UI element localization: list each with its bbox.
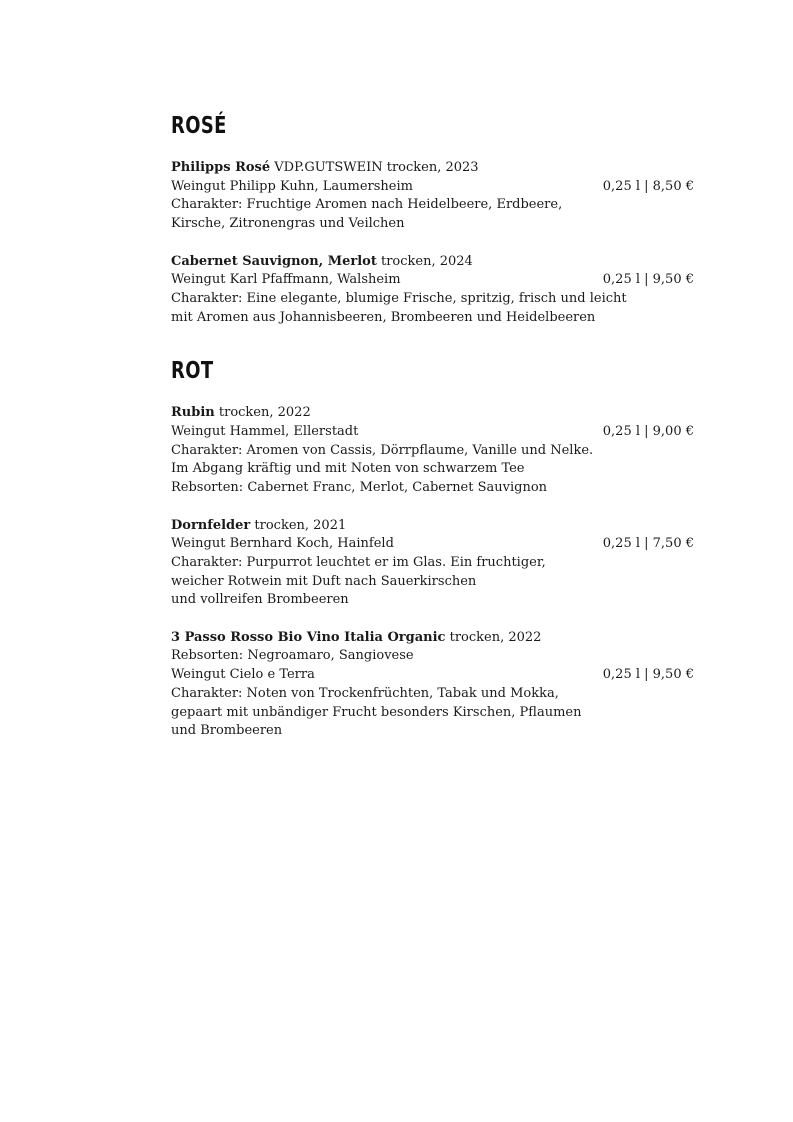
- wine-title-line: [171, 629, 694, 648]
- wine-price: 0,25 l | 7,50 €: [602, 536, 694, 552]
- wine-detail-line: und vollreifen Brombeeren: [171, 592, 349, 608]
- wine-detail-line: Weingut Cielo e Terra: [171, 667, 315, 683]
- wine-detail-line: Im Abgang kräftig und mit Noten von schwarzem Tee: [171, 461, 525, 477]
- wine-list: [171, 404, 711, 741]
- wine-menu-page: [171, 112, 711, 771]
- wine-name: Cabernet Sauvignon, Merlot: [171, 253, 377, 269]
- wine-detail-line: und Brombeeren: [171, 723, 283, 739]
- wine-detail-line: weicher Rotwein mit Duft nach Sauerkirschen: [171, 573, 477, 589]
- wine-detail-line: Rebsorten: Cabernet Franc, Merlot, Cabernet Sauvignon: [171, 480, 548, 496]
- wine-name: Philipps Rosé: [171, 160, 271, 175]
- wine-suffix: trocken, 2024: [376, 253, 473, 269]
- wine-detail-line: Weingut Philipp Kuhn, Laumersheim: [171, 178, 413, 194]
- wine-suffix: trocken, 2022: [445, 629, 542, 645]
- wine-suffix: trocken, 2022: [214, 405, 311, 421]
- wine-name: Rubin: [171, 405, 215, 421]
- wine-detail-line: Weingut Bernhard Koch, Hainfeld: [171, 536, 394, 552]
- wine-entry: [171, 159, 694, 234]
- wine-detail-line: Charakter: Aromen von Cassis, Dörrpflaume, Vanille und Nelke.: [171, 442, 594, 458]
- wine-name: Dornfelder: [171, 517, 251, 533]
- wine-entry: [171, 404, 694, 498]
- wine-price: 0,25 l | 9,50 €: [602, 272, 694, 288]
- wine-detail-line: mit Aromen aus Johannisbeeren, Brombeeren und Heidelbeeren: [171, 309, 596, 325]
- wine-price: 0,25 l | 9,50 €: [602, 667, 694, 683]
- wine-detail-line: Rebsorten: Negroamaro, Sangiovese: [171, 648, 414, 664]
- section-rose: [171, 112, 711, 327]
- wine-price: 0,25 l | 9,00 €: [602, 424, 694, 439]
- wine-title-line: [171, 159, 694, 178]
- wine-detail-line: Charakter: Noten von Trockenfrüchten, Tabak und Mokka,: [171, 685, 559, 701]
- section-title: ROT: [171, 358, 214, 385]
- wine-suffix: trocken, 2021: [250, 517, 347, 533]
- wine-detail-line: Charakter: Eine elegante, blumige Frische, spritzig, frisch und leicht: [171, 290, 627, 306]
- wine-detail-line: Weingut Karl Pfaffmann, Walsheim: [171, 272, 401, 288]
- wine-title-line: [171, 404, 694, 423]
- wine-title-line: [171, 253, 694, 272]
- wine-detail-line: Kirsche, Zitronengras und Veilchen: [171, 216, 405, 232]
- wine-entry: [171, 517, 694, 611]
- wine-entry: [171, 629, 694, 741]
- wine-suffix: VDP.GUTSWEIN trocken, 2023: [270, 160, 479, 175]
- wine-detail-line: gepaart mit unbändiger Frucht besonders Kirschen, Pflaumen: [171, 704, 582, 720]
- wine-price: 0,25 l | 8,50 €: [602, 178, 694, 194]
- wine-detail-line: Charakter: Purpurrot leuchtet er im Glas. Ein fruchtiger,: [171, 554, 546, 570]
- wine-title-line: [171, 517, 694, 536]
- wine-detail-line: Weingut Hammel, Ellerstadt: [171, 424, 359, 440]
- wine-entry: [171, 253, 694, 328]
- wine-list: [171, 159, 711, 327]
- wine-detail-line: Charakter: Fruchtige Aromen nach Heidelbeere, Erdbeere,: [171, 197, 563, 213]
- section-red: [171, 357, 711, 741]
- section-title: ROSÉ: [171, 113, 227, 139]
- wine-name: 3 Passo Rosso Bio Vino Italia Organic: [171, 629, 446, 645]
